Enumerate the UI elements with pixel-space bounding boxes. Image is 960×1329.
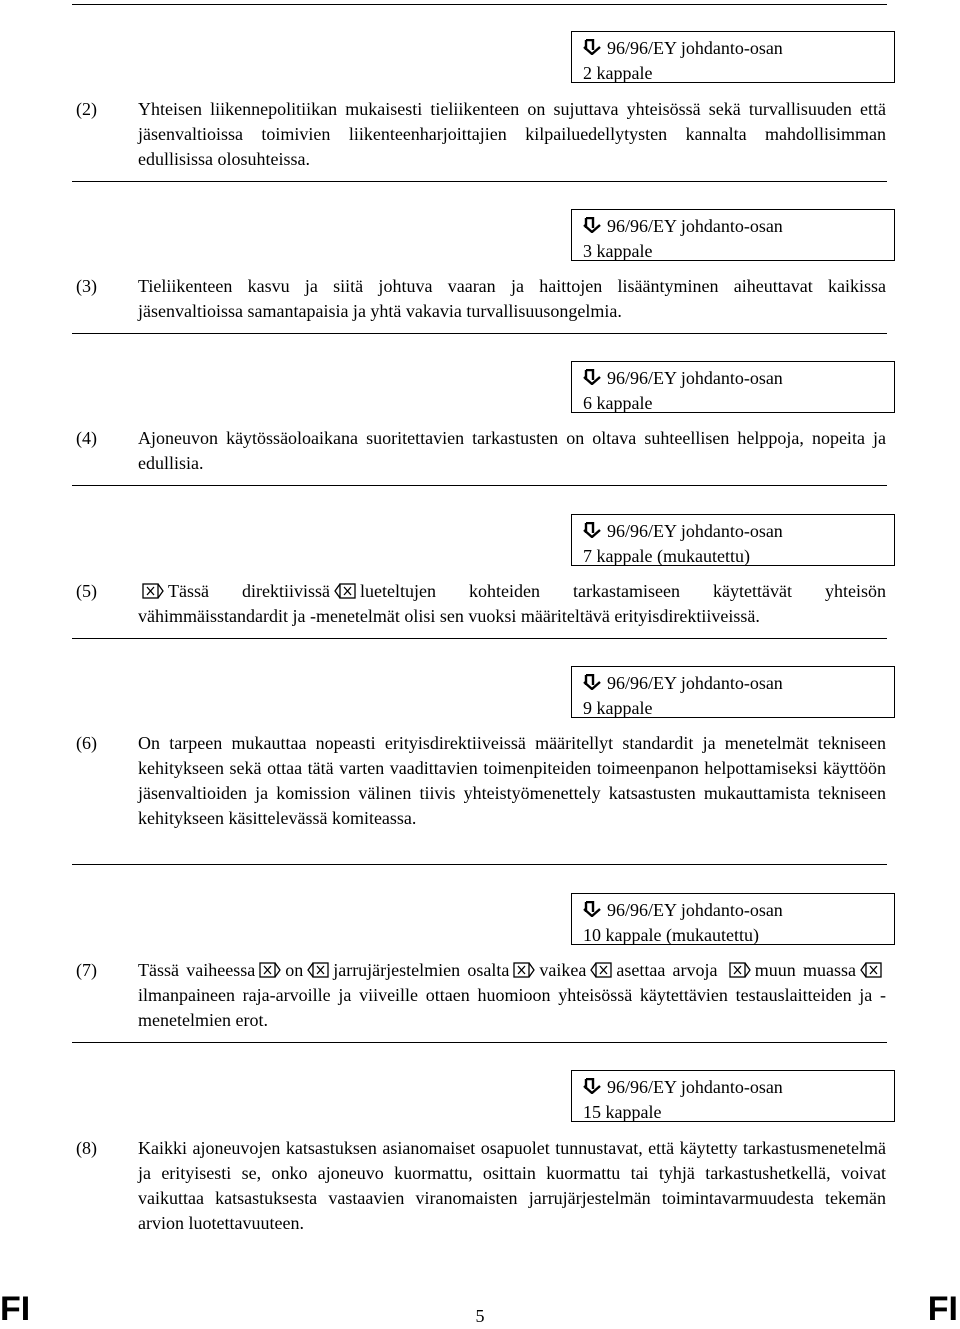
paragraph-number: (8) [76, 1138, 97, 1158]
paragraph-text [138, 958, 886, 1033]
paragraph-number: (5) [76, 581, 97, 601]
top-divider [72, 4, 887, 5]
reference-source: 96/96/EY johdanto-osan [607, 216, 783, 236]
paragraph-number: (4) [76, 428, 97, 448]
arrow-down-icon [583, 39, 601, 55]
insert-start-icon [142, 583, 164, 599]
paragraph [76, 97, 886, 172]
paragraph [76, 958, 886, 1033]
arrow-down-icon [583, 1078, 601, 1094]
text-fragment: ilmanpaineen raja-arvoille ja viiveille ottaen huomioon yhteisössä käytettävien testauslaitteiden ja -menetelmien erot. [138, 985, 886, 1030]
reference-box [571, 893, 895, 945]
insert-end-icon [860, 962, 882, 978]
insert-start-icon [259, 962, 281, 978]
arrow-down-icon [583, 674, 601, 690]
reference-box [571, 514, 895, 566]
paragraph-number: (2) [76, 99, 97, 119]
paragraph [76, 731, 886, 831]
paragraph [76, 426, 886, 476]
text-fragment: vaikea [539, 960, 587, 980]
paragraph [76, 274, 886, 324]
paragraph-text: On tarpeen mukauttaa nopeasti erityisdirektiiveissä määritellyt standardit ja menetelmät tekniseen kehitykseen sekä ottaa tätä varten vaadittavien toimenpiteiden toimeenpanon helpottamiseksi käyttöön jäsenvaltioiden ja komission välinen tiivis yhteistyömenettely katsastusten mukauttamista tekniseen kehitykseen käsittelevässä komiteassa. [138, 733, 886, 828]
paragraph-text [138, 579, 886, 629]
arrow-down-icon [583, 901, 601, 917]
text-fragment: on [285, 960, 304, 980]
divider [72, 638, 887, 639]
reference-source: 96/96/EY johdanto-osan [607, 38, 783, 58]
text-fragment: asettaa arvoja [616, 960, 718, 980]
paragraph-number: (3) [76, 276, 97, 296]
paragraph-text: Kaikki ajoneuvojen katsastuksen asianomaiset osapuolet tunnustavat, että käytetty tarkastusmenetelmä ja erityisesti se, onko ajoneuvo kuormattu, osittain kuormattu tai tyhjä tarkastushetkellä, voivat vaikuttaa katsastuksesta vastaavien viranomaisten jarrujärjestelmän toimintavarmuudesta tekemän arvion luotettavuuteen. [138, 1138, 886, 1233]
text-fragment: lueteltujen kohteiden tarkastamiseen käytettävät yhteisön vähimmäisstandardit ja -menetelmät olisi sen vuoksi määriteltävä erityisdirektiiveissä. [138, 581, 886, 626]
paragraph [76, 1136, 886, 1236]
reference-section: 15 kappale [583, 1102, 662, 1122]
reference-box [571, 1070, 895, 1122]
arrow-down-icon [583, 369, 601, 385]
paragraph-text: Yhteisen liikennepolitiikan mukaisesti tieliikenteen on sujuttava yhteisössä sekä turvallisuuden että jäsenvaltioissa toimivien liikenteenharjoittajien kilpailuedellytysten kannalta mahdollisimman edullisissa olosuhteissa. [138, 99, 886, 169]
reference-box [571, 361, 895, 413]
reference-box [571, 209, 895, 261]
reference-source: 96/96/EY johdanto-osan [607, 368, 783, 388]
divider [72, 181, 887, 182]
insert-start-icon [513, 962, 535, 978]
paragraph-text: Tieliikenteen kasvu ja siitä johtuva vaaran ja haittojen lisääntyminen aiheuttavat kaikissa jäsenvaltioissa samantapaisia ja yhtä vakavia turvallisuusongelmia. [138, 276, 886, 321]
text-fragment: Tässä direktiivissä [168, 581, 330, 601]
divider [72, 485, 887, 486]
insert-end-icon [307, 962, 329, 978]
arrow-down-icon [583, 217, 601, 233]
paragraph-number: (7) [76, 960, 97, 980]
paragraph-number: (6) [76, 733, 97, 753]
reference-section: 6 kappale [583, 393, 653, 413]
reference-section: 3 kappale [583, 241, 653, 261]
reference-source: 96/96/EY johdanto-osan [607, 673, 783, 693]
reference-section: 2 kappale [583, 63, 653, 83]
reference-box [571, 31, 895, 83]
text-fragment: jarrujärjestelmien osalta [333, 960, 510, 980]
insert-end-icon [590, 962, 612, 978]
language-code-left: FI [0, 1290, 31, 1328]
reference-source: 96/96/EY johdanto-osan [607, 1077, 783, 1097]
divider [72, 333, 887, 334]
divider [72, 1042, 887, 1043]
divider [72, 864, 887, 865]
text-fragment: muun muassa [754, 960, 857, 980]
paragraph-text: Ajoneuvon käytössäoloaikana suoritettavien tarkastusten on oltava suhteellisen helppoja, nopeita ja edullisia. [138, 428, 886, 473]
reference-source: 96/96/EY johdanto-osan [607, 900, 783, 920]
reference-section: 7 kappale (mukautettu) [583, 546, 750, 566]
reference-source: 96/96/EY johdanto-osan [607, 521, 783, 541]
reference-section: 9 kappale [583, 698, 653, 718]
insert-start-icon [729, 962, 751, 978]
page-number: 5 [475, 1306, 485, 1326]
arrow-down-icon [583, 522, 601, 538]
insert-end-icon [334, 583, 356, 599]
reference-box [571, 666, 895, 718]
reference-section: 10 kappale (mukautettu) [583, 925, 759, 945]
language-code-right: FI [927, 1290, 958, 1328]
text-fragment: Tässä vaiheessa [138, 960, 256, 980]
paragraph [76, 579, 886, 629]
